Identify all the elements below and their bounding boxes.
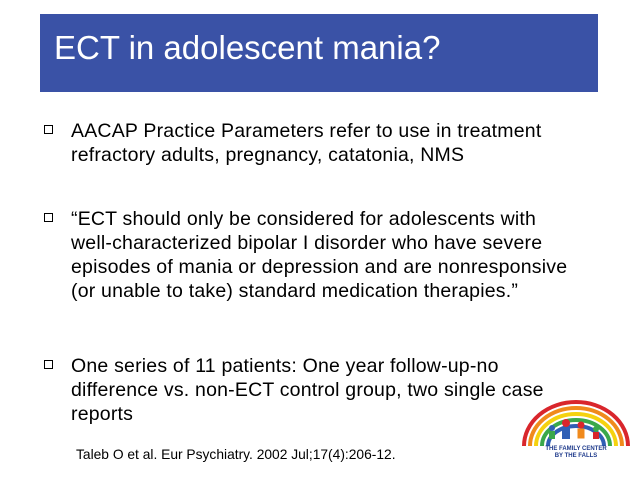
- square-bullet-icon: [44, 125, 53, 134]
- square-bullet-icon: [44, 213, 53, 222]
- slide-title: ECT in adolescent mania?: [54, 29, 441, 66]
- logo-line-1: THE FAMILY CENTER: [545, 446, 607, 452]
- bullet-text: AACAP Practice Parameters refer to use in treatment refractory adults, pregnancy, catatonia, NMS: [71, 120, 542, 166]
- logo-line-2: BY THE FALLS: [554, 453, 598, 459]
- title-bar: [40, 14, 598, 92]
- bullet-text: “ECT should only be considered for adolescents with well-characterized bipolar I disorder who have severe episodes of mania or depression and are nonresponsive (or unable to take) standard medication therapies.”: [71, 208, 568, 302]
- citation: Taleb O et al. Eur Psychiatry. 2002 Jul;17(4):206-12.: [76, 447, 396, 462]
- rainbow-family-icon: [510, 390, 630, 475]
- square-bullet-icon: [44, 360, 53, 369]
- bullet-text: One series of 11 patients: One year follow-up-no difference vs. non-ECT control group, two single case reports: [71, 355, 544, 425]
- logo-caption: [536, 446, 616, 460]
- family-center-logo: [510, 390, 630, 475]
